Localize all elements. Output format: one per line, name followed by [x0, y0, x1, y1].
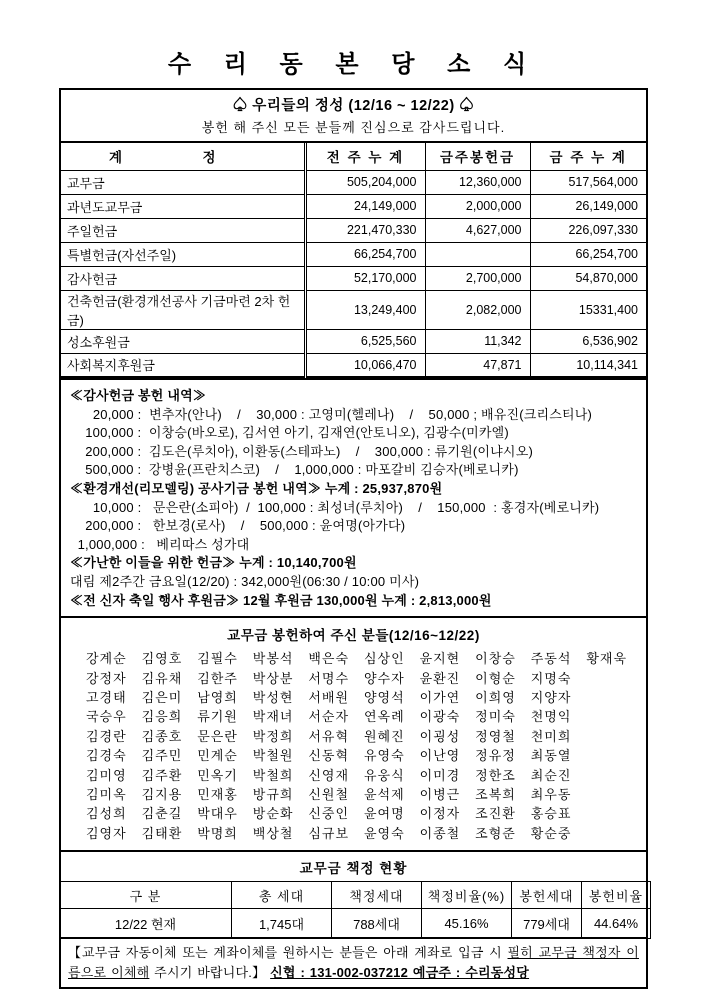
offering-prev-total: 221,470,330	[305, 218, 425, 242]
bulletin-page	[59, 44, 648, 989]
assessment-header-cell: 책정세대	[332, 882, 422, 909]
donor-name: 황재욱	[586, 651, 628, 667]
offering-prev-total: 24,149,000	[305, 194, 425, 218]
offering-new-total: 66,254,700	[530, 242, 647, 266]
offering-row	[60, 194, 647, 218]
detail-section-header: ≪가난한 이들을 위한 헌금≫ 누계 : 10,140,700원	[70, 555, 357, 571]
donor-name: 황순중	[530, 825, 572, 841]
donor-row	[61, 766, 646, 785]
offering-this-week: 2,000,000	[425, 194, 530, 218]
offering-header-new-total: 금 주 누 계	[530, 142, 647, 170]
details-box	[59, 378, 648, 618]
donor-name: 강정자	[86, 670, 127, 686]
assessment-header-row	[60, 882, 651, 909]
donor-name: 이굉성	[419, 728, 461, 744]
offering-header-account-left: 계	[109, 150, 123, 166]
donor-name: 강계순	[86, 651, 127, 667]
detail-line: 10,000 : 문은란(소피아) / 100,000 : 최성녀(루치아) / 150,000 : 홍경자(베로니카)	[70, 499, 600, 515]
offering-new-total: 15331,400	[530, 290, 647, 329]
donor-row	[61, 785, 646, 804]
donor-name: 이미경	[419, 767, 461, 783]
donor-name: 신동혁	[308, 748, 350, 764]
donor-name: 김영호	[141, 651, 183, 667]
donor-name: 윤환진	[419, 670, 461, 686]
donor-name: 김경란	[86, 728, 127, 744]
donor-name: 신원철	[308, 786, 350, 802]
donor-name: 방순화	[252, 806, 294, 822]
assessment-cell: 779세대	[512, 909, 582, 939]
donor-name: 문은란	[197, 728, 238, 744]
donor-name: 박정희	[252, 728, 294, 744]
offering-table-body	[60, 170, 647, 377]
donor-row	[61, 669, 646, 688]
donor-name: 이가연	[419, 689, 461, 705]
offering-new-total: 54,870,000	[530, 266, 647, 290]
donor-name: 이창승	[475, 651, 516, 667]
donor-name: 정영철	[475, 728, 516, 744]
donor-name: 윤영숙	[363, 825, 405, 841]
donor-name: 백은숙	[308, 651, 350, 667]
donors-title: 교무금 봉헌하여 주신 분들(12/16~12/22)	[227, 628, 480, 644]
donor-name: 정한조	[475, 767, 516, 783]
footer-segment: 필히 교무금 책정자 이름으로 이체해	[68, 945, 639, 980]
donor-row	[61, 746, 646, 765]
donor-name: 박성현	[252, 689, 294, 705]
offering-this-week: 2,700,000	[425, 266, 530, 290]
donor-name: 서명수	[308, 670, 350, 686]
donor-name: 박철원	[252, 748, 294, 764]
transfer-notice	[59, 937, 648, 989]
donor-name: 윤여명	[363, 806, 405, 822]
offering-new-total: 6,536,902	[530, 329, 647, 353]
offering-this-week: 12,360,000	[425, 170, 530, 194]
donor-name: 이정자	[419, 806, 461, 822]
donor-name: 이희영	[475, 689, 516, 705]
donor-row	[61, 707, 646, 726]
assessment-row	[60, 909, 651, 939]
donor-name: 김주환	[141, 767, 183, 783]
offering-row	[60, 329, 647, 353]
donor-name: 김종호	[141, 728, 183, 744]
donor-name: 윤석제	[363, 786, 405, 802]
detail-line: 100,000 : 이창승(바오로), 김서연 아기, 김재연(안토니오), 김광수(미카엘)	[70, 425, 509, 441]
donor-name: 원혜진	[363, 728, 405, 744]
donor-name: 백상철	[252, 825, 294, 841]
offering-header-prev-total: 전 주 누 계	[305, 142, 425, 170]
donor-name: 서배원	[308, 689, 350, 705]
donor-name: 박명희	[197, 825, 238, 841]
offering-this-week	[425, 242, 530, 266]
donor-row	[61, 804, 646, 823]
donor-row	[61, 727, 646, 746]
donor-name: 이병근	[419, 786, 461, 802]
assessment-cell: 12/22 현재	[60, 909, 232, 939]
offering-header-this-week: 금주봉헌금	[425, 142, 530, 170]
donor-name: 연옥례	[363, 709, 405, 725]
offering-row	[60, 170, 647, 194]
footer-segment: 주시기 바랍니다.】	[149, 964, 271, 980]
offering-prev-total: 13,249,400	[305, 290, 425, 329]
offering-this-week: 47,871	[425, 353, 530, 377]
assessment-header-cell: 책정비율(%)	[422, 882, 512, 909]
offering-category: 사회복지후원금	[60, 353, 305, 377]
offering-new-total: 226,097,330	[530, 218, 647, 242]
donor-name: 이광숙	[419, 709, 461, 725]
detail-section-header: ≪전 신자 축일 행사 후원금≫ 12월 후원금 130,000원 누계 : 2,813,000원	[70, 592, 492, 608]
donor-name: 정유정	[475, 748, 516, 764]
donor-name: 심상인	[363, 651, 405, 667]
donor-name: 양수자	[363, 670, 405, 686]
donor-name: 민계순	[197, 748, 238, 764]
donor-name: 김춘길	[141, 806, 183, 822]
detail-line: 500,000 : 강병윤(프란치스코) / 1,000,000 : 마포갈비 김승자(베로니카)	[70, 462, 519, 478]
donor-name: 박철희	[252, 767, 294, 783]
page-title: 수 리 동 본 당 소 식	[167, 51, 540, 78]
assessment-header-cell: 봉헌비율	[582, 882, 651, 909]
donor-name: 이난영	[419, 748, 461, 764]
offering-table	[59, 141, 648, 378]
donor-name: 남영희	[197, 689, 238, 705]
donor-name: 조진환	[475, 806, 516, 822]
offering-row	[60, 242, 647, 266]
assessment-title: 교무금 책정 현황	[299, 861, 408, 877]
offering-this-week: 2,082,000	[425, 290, 530, 329]
offering-this-week: 11,342	[425, 329, 530, 353]
donor-name: 신영재	[308, 767, 350, 783]
intro-title: ♤ 우리들의 정성 (12/16 ~ 12/22) ♤	[232, 98, 475, 114]
donor-row	[61, 688, 646, 707]
donor-name: 윤지현	[419, 651, 461, 667]
donor-name: 박대우	[197, 806, 238, 822]
donor-name: 김영자	[86, 825, 127, 841]
donor-name: 김미영	[86, 767, 127, 783]
offering-row	[60, 290, 647, 329]
offering-category: 감사헌금	[60, 266, 305, 290]
offering-prev-total: 66,254,700	[305, 242, 425, 266]
assessment-cell: 44.64%	[582, 909, 651, 939]
donor-name: 지양자	[530, 689, 572, 705]
donor-name: 박상분	[252, 670, 294, 686]
donor-name: 천명익	[530, 709, 572, 725]
donor-name: 김응희	[141, 709, 183, 725]
donor-name: 심규보	[308, 825, 350, 841]
donor-name: 최순진	[530, 767, 572, 783]
donors-grid	[61, 649, 646, 843]
detail-line: 200,000 : 김도은(루치아), 이환동(스테파노) / 300,000 : 류기원(이냐시오)	[70, 443, 533, 459]
donor-name: 홍승표	[530, 806, 572, 822]
assessment-cell: 45.16%	[422, 909, 512, 939]
assessment-table-body	[60, 909, 651, 939]
footer-segment: 신협 : 131-002-037212 예금주 : 수리동성당	[270, 964, 530, 980]
donor-name: 김유채	[141, 670, 183, 686]
assessment-box	[59, 850, 648, 939]
offering-category: 과년도교무금	[60, 194, 305, 218]
assessment-header-cell: 봉헌세대	[512, 882, 582, 909]
donor-name: 김미옥	[86, 786, 127, 802]
donor-name: 김지용	[141, 786, 183, 802]
intro-subtitle: 봉헌 해 주신 모든 분들께 진심으로 감사드립니다.	[201, 120, 506, 135]
donor-name: 김경숙	[86, 748, 127, 764]
footer-segment: 【교무금 자동이체 또는 계좌이체를 원하시는 분들은 아래 계좌로 입금 시	[68, 945, 508, 961]
offering-header-account	[60, 142, 305, 170]
offering-this-week: 4,627,000	[425, 218, 530, 242]
assessment-header-cell: 구 분	[60, 882, 232, 909]
offering-category: 교무금	[60, 170, 305, 194]
offering-prev-total: 505,204,000	[305, 170, 425, 194]
offering-new-total: 10,114,341	[530, 353, 647, 377]
donor-name: 주동석	[530, 651, 572, 667]
donor-name: 김주민	[141, 748, 183, 764]
assessment-cell: 1,745대	[232, 909, 332, 939]
donor-name: 이종철	[419, 825, 461, 841]
offering-prev-total: 6,525,560	[305, 329, 425, 353]
donors-box	[59, 616, 648, 852]
offering-category: 성소후원금	[60, 329, 305, 353]
detail-line: 20,000 : 변추자(안나) / 30,000 : 고영미(헬레나) / 50,000 ; 배유진(크리스티나)	[70, 406, 593, 422]
offering-category: 주일헌금	[60, 218, 305, 242]
donor-name: 최우동	[530, 786, 572, 802]
detail-line: 1,000,000 : 베리따스 성가대	[70, 536, 250, 552]
donor-name: 서유혁	[308, 728, 350, 744]
donor-name: 박재녀	[252, 709, 294, 725]
offering-row	[60, 353, 647, 377]
donor-name: 김성희	[86, 806, 127, 822]
donor-name: 신중인	[308, 806, 350, 822]
assessment-header-cell: 총 세대	[232, 882, 332, 909]
donor-name: 조형준	[475, 825, 516, 841]
offering-category: 건축헌금(환경개선공사 기금마련 2차 헌금)	[60, 290, 305, 329]
donor-name: 박봉석	[252, 651, 294, 667]
donor-name: 양영석	[363, 689, 405, 705]
donor-name: 민옥기	[197, 767, 238, 783]
donor-name: 천미희	[530, 728, 572, 744]
detail-line: 대림 제2주간 금요일(12/20) : 342,000원(06:30 / 10:00 미사)	[70, 573, 420, 589]
offering-header-account-right: 정	[202, 150, 216, 166]
offering-new-total: 26,149,000	[530, 194, 647, 218]
offering-new-total: 517,564,000	[530, 170, 647, 194]
donor-name: 유웅식	[363, 767, 405, 783]
donor-name: 국승우	[86, 709, 127, 725]
donor-name: 정미숙	[475, 709, 516, 725]
detail-section-header: ≪감사헌금 봉헌 내역≫	[70, 388, 207, 403]
offering-prev-total: 10,066,470	[305, 353, 425, 377]
donor-name: 류기원	[197, 709, 238, 725]
offering-prev-total: 52,170,000	[305, 266, 425, 290]
detail-line: 200,000 : 한보경(로사) / 500,000 : 윤여명(아가다)	[70, 518, 406, 534]
detail-section-header: ≪환경개선(리모델링) 공사기금 봉헌 내역≫ 누계 : 25,937,870원	[70, 480, 443, 496]
donor-name: 조복희	[475, 786, 516, 802]
donor-name: 유영숙	[363, 748, 405, 764]
donor-name: 최동열	[530, 748, 572, 764]
donor-name: 민재홍	[197, 786, 238, 802]
offering-category: 특별헌금(자선주일)	[60, 242, 305, 266]
donor-name: 지명숙	[530, 670, 572, 686]
assessment-table	[59, 881, 651, 939]
offering-header-row	[60, 142, 647, 170]
offering-row	[60, 266, 647, 290]
intro-box	[59, 88, 648, 143]
donor-name: 김은미	[141, 689, 183, 705]
donor-row	[61, 824, 646, 843]
donor-name: 김필수	[197, 651, 238, 667]
donor-name: 서순자	[308, 709, 350, 725]
donor-name: 이형순	[475, 670, 516, 686]
offering-row	[60, 218, 647, 242]
donor-name: 고경태	[86, 689, 127, 705]
donor-name: 방규희	[252, 786, 294, 802]
assessment-cell: 788세대	[332, 909, 422, 939]
donor-name: 김한주	[197, 670, 238, 686]
donor-name: 김태환	[141, 825, 183, 841]
donor-row	[61, 649, 646, 668]
